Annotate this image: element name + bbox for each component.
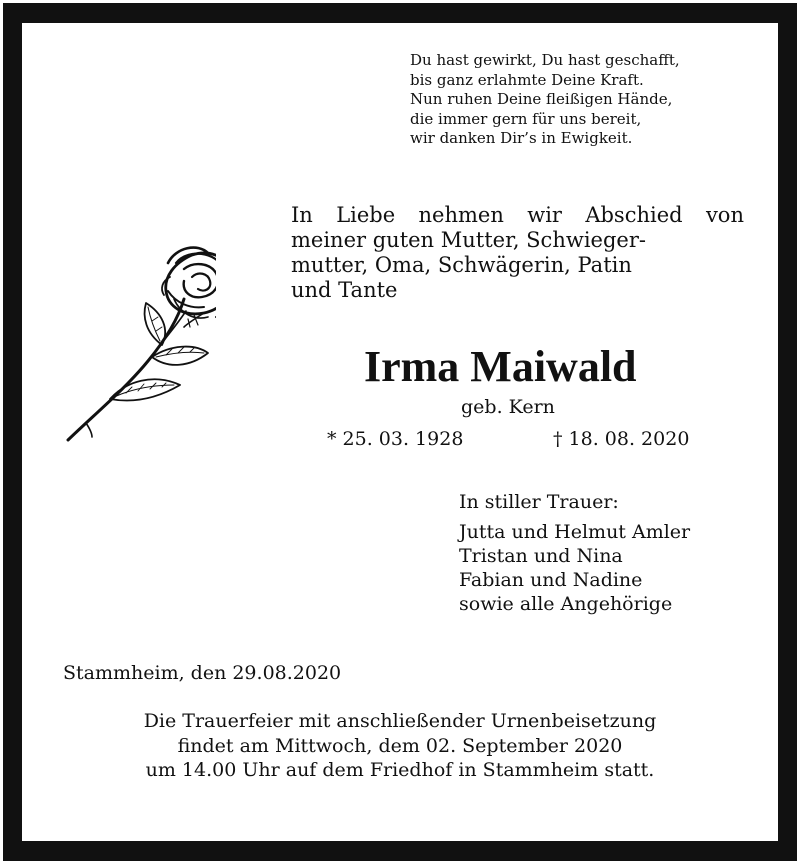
poem-line: die immer gern für uns bereit, [410, 109, 642, 128]
farewell-text [291, 203, 744, 303]
place-date: Stammheim, den 29.08.2020 [63, 662, 342, 684]
word: von [705, 203, 744, 227]
mourner-name: sowie alle Angehörige [459, 593, 673, 615]
word: nehmen [418, 203, 504, 227]
ceremony-notice [62, 709, 738, 783]
farewell-line-4: und Tante [291, 278, 398, 302]
mourner-name: Tristan und Nina [459, 545, 623, 567]
poem-line: bis ganz erlahmte Deine Kraft. [410, 70, 644, 89]
ceremony-line: um 14.00 Uhr auf dem Friedhof in Stammheim statt. [145, 759, 655, 781]
deceased-name: Irma Maiwald [364, 342, 637, 391]
poem [410, 51, 680, 149]
poem-line: Nun ruhen Deine fleißigen Hände, [410, 90, 673, 108]
word: Liebe [336, 203, 396, 227]
death-date: † 18. 08. 2020 [553, 428, 690, 450]
farewell-line-2: meiner guten Mutter, Schwieger- [291, 228, 646, 252]
farewell-line-3: mutter, Oma, Schwägerin, Patin [291, 253, 632, 277]
maiden-name: geb. Kern [461, 396, 555, 418]
poem-line: wir danken Dir’s in Ewigkeit. [410, 129, 633, 147]
obituary-frame [3, 3, 797, 861]
ceremony-line: Die Trauerfeier mit anschließender Urnenbeisetzung [143, 710, 657, 732]
word: Abschied [585, 203, 683, 227]
mourner-name: Fabian und Nadine [459, 569, 643, 591]
mourners-heading: In stiller Trauer: [459, 491, 619, 513]
birth-date: * 25. 03. 1928 [327, 428, 464, 450]
rose-icon [66, 233, 216, 445]
ceremony-line: findet am Mittwoch, dem 02. September 2020 [177, 734, 623, 757]
farewell-line-1 [291, 203, 744, 228]
word: In [291, 203, 313, 227]
mourner-name: Jutta und Helmut Amler [459, 521, 691, 543]
poem-line: Du hast gewirkt, Du hast geschafft, [410, 51, 680, 69]
word: wir [527, 203, 562, 227]
obituary-content [22, 23, 778, 841]
mourners [459, 490, 690, 616]
